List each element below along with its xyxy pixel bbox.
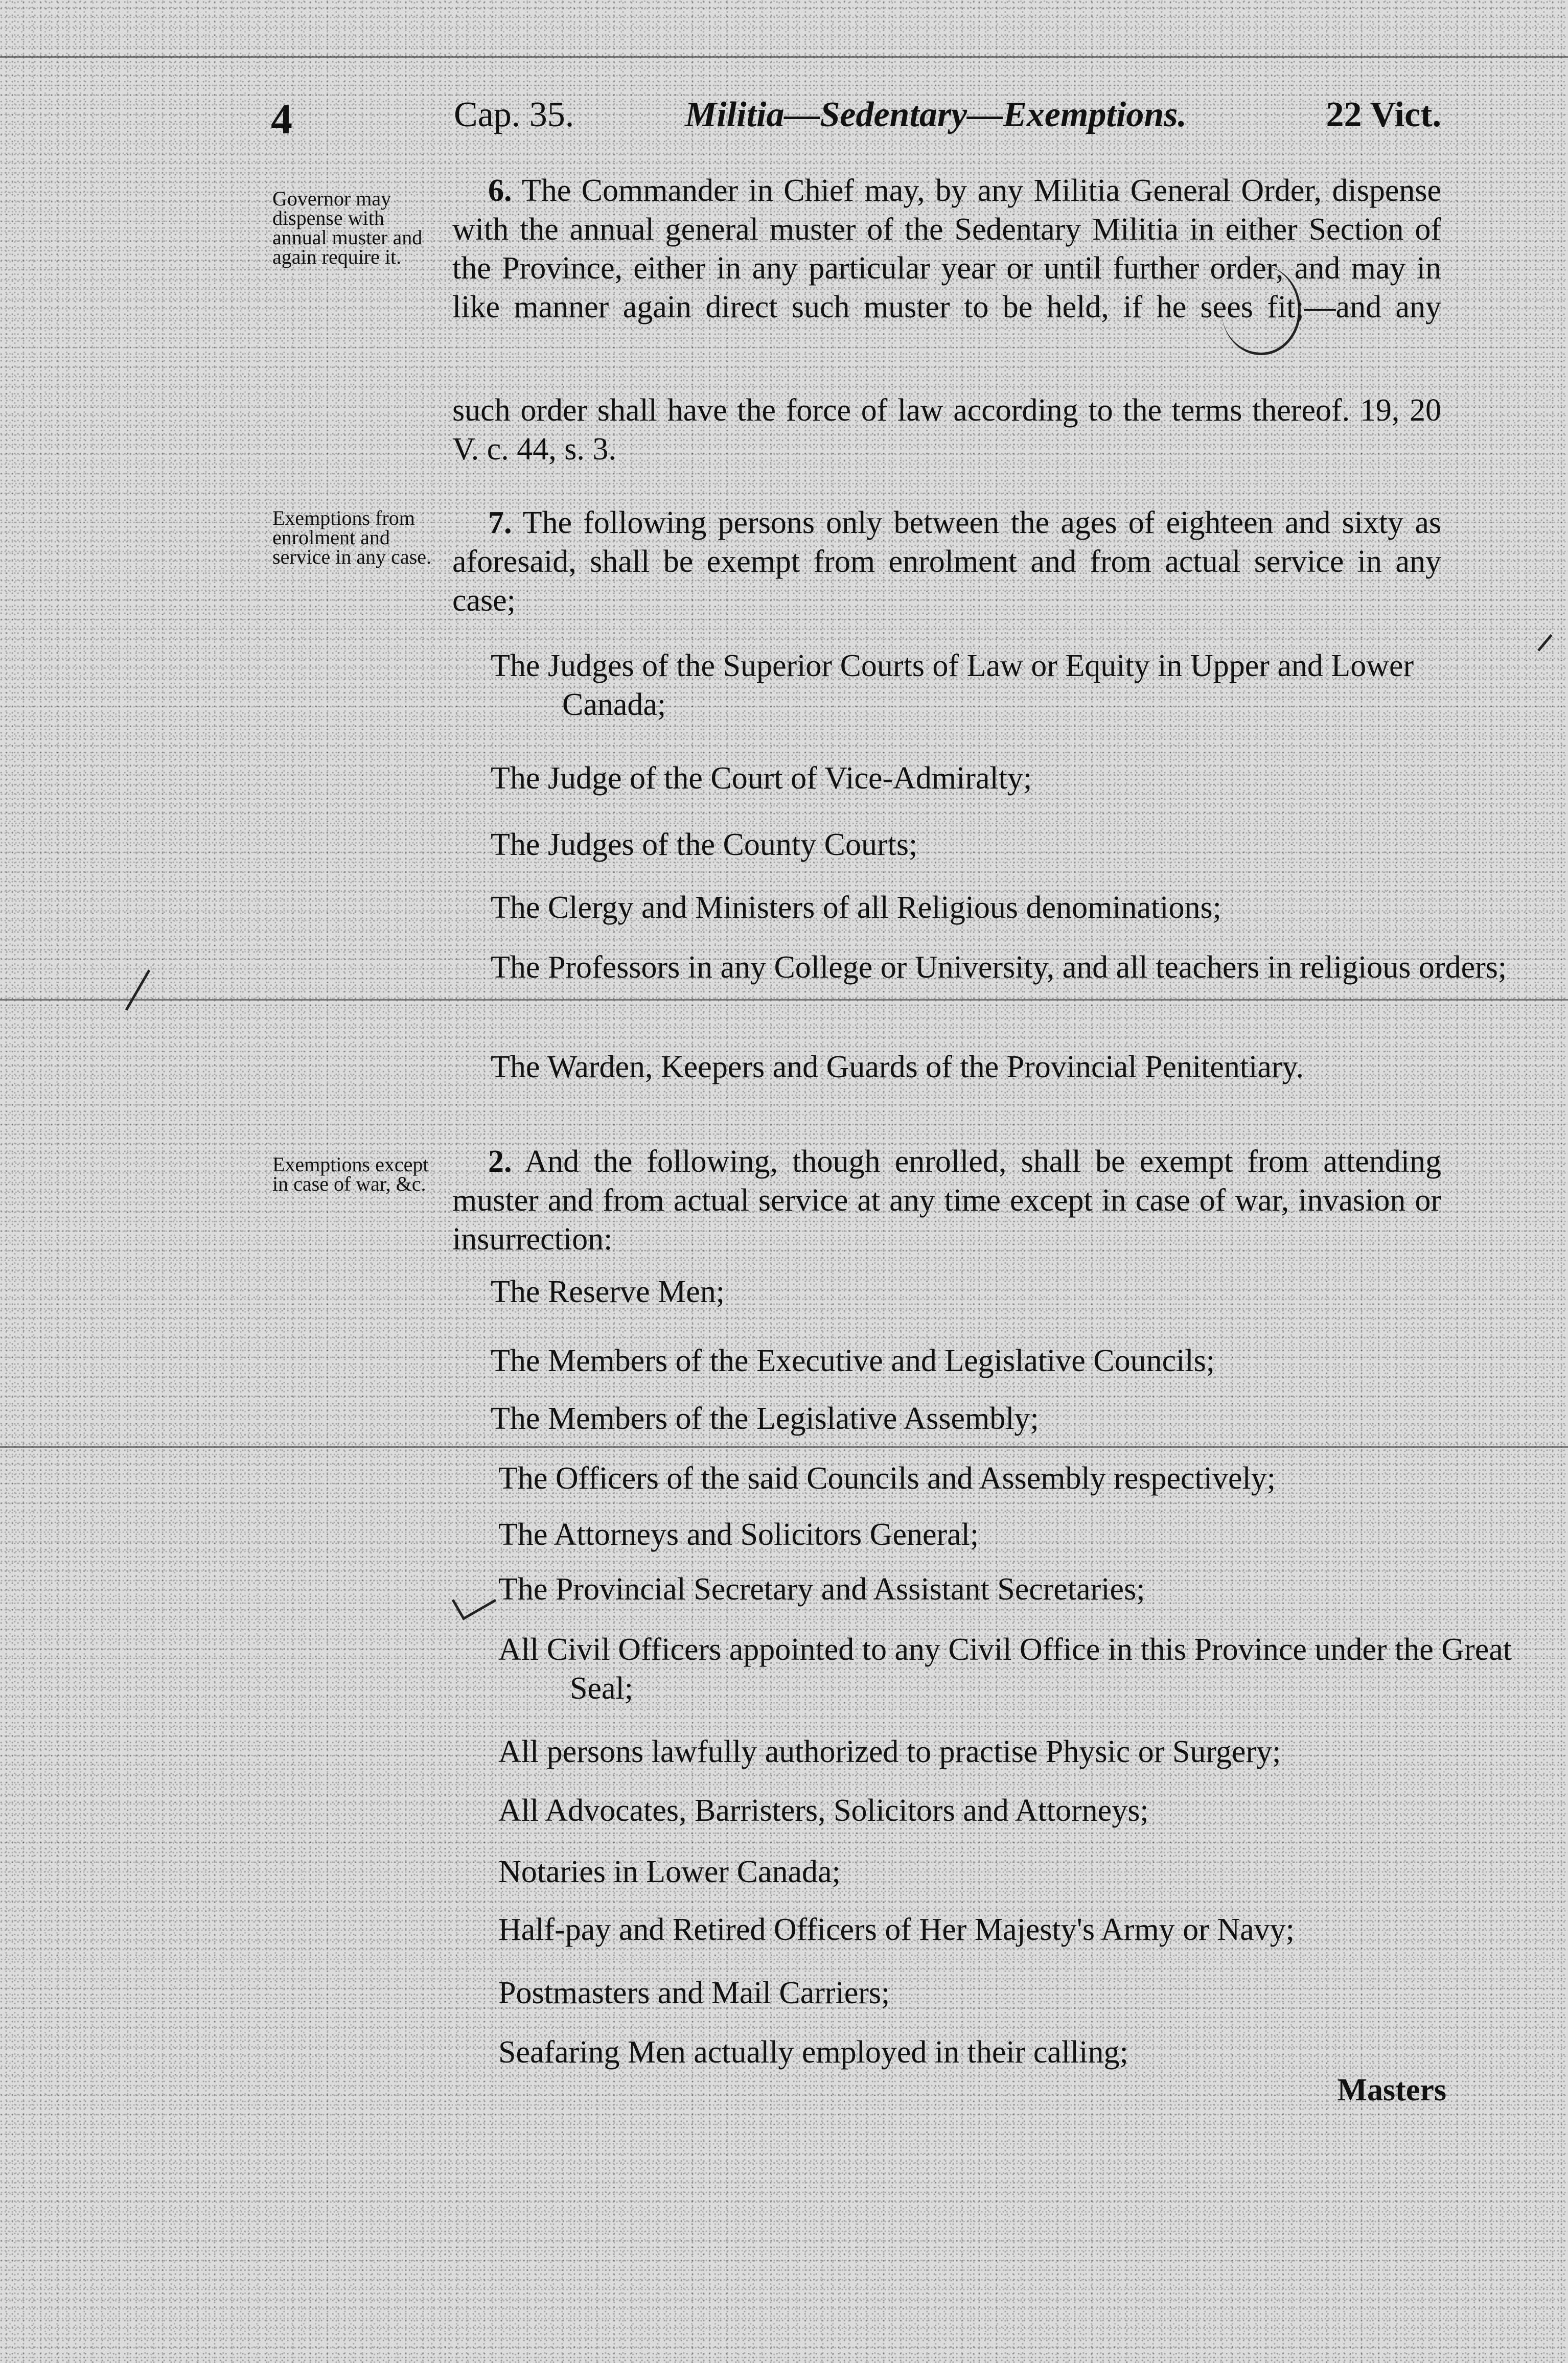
list-item: Postmasters and Mail Carriers; [498,1976,890,2010]
section-6-continuation: such order shall have the force of law according to the terms thereof. 19, 20 V. c. 44, s. 3. [452,393,1441,467]
section-6-paragraph [452,171,1441,327]
list-item: All persons lawfully authorized to practise Physic or Surgery; [498,1734,1281,1769]
list-item: The Judge of the Court of Vice-Admiralty; [491,761,1032,796]
section-7-paragraph [452,503,1441,620]
regnal-year: 22 Vict. [1326,95,1441,134]
list-item: The Attorneys and Solicitors General; [498,1517,979,1552]
subsection-2-paragraph [452,1142,1441,1259]
chapter-label: Cap. 35. [454,95,574,134]
list-item: The Provincial Secretary and Assistant Secretaries; [498,1572,1145,1607]
scan-rule-lower [0,1446,1568,1448]
margin-note-exempt-all: Exemptions from enrolment and service in any case. [272,506,431,568]
list-item: All Civil Officers appointed to any Civil Office in this Province under the Great Seal; [498,1632,1512,1706]
list-item: All Advocates, Barristers, Solicitors and Attorneys; [498,1793,1149,1828]
list-item: The Reserve Men; [491,1275,725,1309]
section-7-text: The following persons only between the ages of eighteen and sixty as aforesaid, shall be exempt from enrolment and from actual service in any case; [452,505,1441,618]
list-item: The Clergy and Ministers of all Religious denominations; [491,890,1221,925]
section-6-number: 6. [488,173,512,208]
list-item: The Judges of the County Courts; [491,827,918,862]
subsection-2-number: 2. [488,1144,512,1179]
list-item: The Members of the Executive and Legislative Councils; [491,1343,1215,1378]
pen-tick-mark [1521,621,1552,652]
margin-note-muster: Governor may dispense with annual muster and again require it. [272,187,423,268]
scan-rule-top [0,56,1568,58]
section-6-text: The Commander in Chief may, by any Militia General Order, dispense with the annual general muster of the Sedentary Militia in either Section of the Province, either in any particular year or until further order, and may in like manner again direct such muster to be held, if he sees fit;—and any [452,173,1441,325]
list-item: The Warden, Keepers and Guards of the Provincial Penitentiary. [491,1050,1304,1084]
pen-check-mark [452,1581,496,1620]
catchword: Masters [1337,2073,1446,2107]
subsection-2-text: And the following, though enrolled, shall be exempt from attending muster and from actual service at any time except in case of war, invasion or insurrection: [452,1144,1441,1257]
page-number: 4 [271,96,292,143]
scan-rule-middle [0,999,1568,1001]
margin-note-exempt-war: Exemptions except in case of war, &c. [272,1153,429,1195]
running-title: Militia—Sedentary—Exemptions. [685,95,1187,134]
list-item: Notaries in Lower Canada; [498,1855,841,1889]
list-item: The Members of the Legislative Assembly; [491,1401,1039,1436]
list-item: The Professors in any College or University, and all teachers in religious orders; [491,950,1507,985]
list-item: The Officers of the said Councils and Assembly respectively; [498,1461,1276,1496]
running-header [271,95,1441,151]
pen-left-mark [125,969,164,1018]
list-item: Half-pay and Retired Officers of Her Majesty's Army or Navy; [498,1912,1295,1947]
list-item: Seafaring Men actually employed in their calling; [498,2035,1128,2070]
section-7-number: 7. [488,505,512,540]
list-item: The Judges of the Superior Courts of Law or Equity in Upper and Lower Canada; [491,648,1414,722]
